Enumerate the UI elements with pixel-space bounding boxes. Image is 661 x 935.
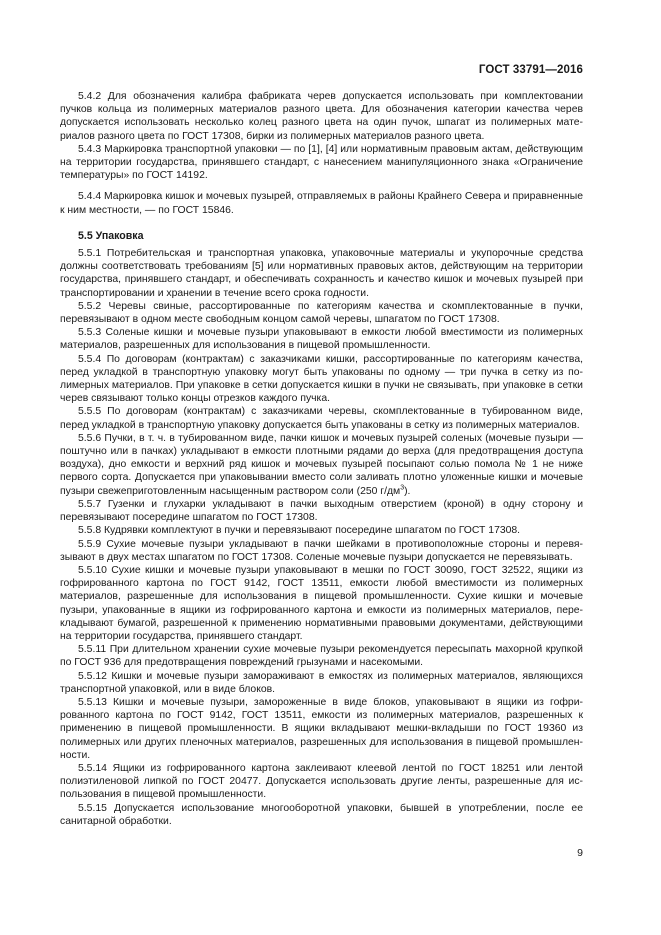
paragraph-5-5-6-text: 5.5.6 Пучки, в т. ч. в тубированном виде, пачки кишок и мочевых пузырей соленых (мочевые пузыри — поштучно или в пачках) укладывают в емкости плотными рядами до верха (для предотвращения доступа воздуха), дно емкости и верхний ряд кишок и мочевых пузырей посыпают солью помола № 1 не ниже первого сорта. Допускается при упаковывании вместо соли заливать плотно уложенные кишки и мочевые пузыри свежеприготовленным насыщенным раствором соли (250 г/дм [60, 432, 583, 497]
paragraph-5-5-15: 5.5.15 Допускается использование многооборотной упаковки, бывшей в употреблении, после ее санитарной обработки. [60, 802, 583, 827]
paragraph-5-5-4: 5.5.4 По договорам (контрактам) с заказчиками кишки, рассортированные по категориям качества, перед укладкой в транспортную упаковку могут быть упакованы по одному — три пучка в сетку из полимерных материалов. При упаковке в сетки допускается кишки в пучки не связывать, при упаковке в сетки черев связывают только концы отрезков каждого пучка. [60, 353, 583, 405]
paragraph-5-5-3: 5.5.3 Соленые кишки и мочевые пузыри упаковывают в емкости любой вместимости из полимерных материалов, разрешенных для использования в пищевой промышленности. [60, 327, 583, 352]
paragraph-5-5-7: 5.5.7 Гузенки и глухарки укладывают в пачки выходным отверстием (кроной) в одну сторону и перевязывают посередине шпагатом по ГОСТ 17308. [60, 498, 583, 524]
paragraph-5-4-2: 5.4.2 Для обозначения калибра фабриката черев допускается использовать при комплектовании пучков кольца из полимерных материалов разного цвета. Для обозначения категории качества черев допускается использовать несколько колец разного цвета на один пучок, шпагат из полимерных материалов разного цвета по ГОСТ 17308, бирки из полимерных материалов разного цвета. [60, 91, 583, 142]
paragraph-5-5-6 [60, 432, 583, 498]
paragraph-5-5-9: 5.5.9 Сухие мочевые пузыри укладывают в пачки шейками в противоположные стороны и перевязывают в двух местах шпагатом по ГОСТ 17308. Соленые мочевые пузыри допускается не перевязывать. [60, 538, 583, 563]
paragraph-5-5-10: 5.5.10 Сухие кишки и мочевые пузыри упаковывают в мешки по ГОСТ 30090, ГОСТ 32522, ящики из гофрированного картона по ГОСТ 9142, ГОСТ 13511, емкости любой вместимости из полимерных материалов, разрешенные для использования в пищевой промышленности. Сухие кишки и мочевые пузыри, упакованные в ящики из гофрированного картона и емкости из полимерных материалов, перекладывают бумагой, разрешенной к применению нормативными правовыми документами, действующими на территории государства, принявшего стандарт. [60, 564, 583, 642]
paragraph-5-5-6-tail: ). [404, 485, 411, 497]
paragraph-5-5-2: 5.5.2 Черевы свиные, рассортированные по категориям качества и скомплектованные в пучки, перевязывают в одном месте свободным концом самой черевы, шпагатом по ГОСТ 17308. [60, 300, 583, 326]
paragraph-5-4-4: 5.4.4 Маркировка кишок и мочевых пузырей, отправляемых в районы Крайнего Севера и приравненные к ним местности, — по ГОСТ 15846. [60, 191, 583, 216]
paragraph-5-5-11: 5.5.11 При длительном хранении сухие мочевые пузыри рекомендуется пересыпать махорной крупкой по ГОСТ 936 для предотвращения повреждений грызунами и насекомыми. [60, 644, 583, 669]
paragraph-5-5-5: 5.5.5 По договорам (контрактам) с заказчиками черевы, скомплектованные в тубированном виде, перед укладкой в транспортную упаковку допускается быть упакованы в сетку из полимерных материалов. [60, 406, 583, 431]
paragraph-5-5-14: 5.5.14 Ящики из гофрированного картона заклеивают клеевой лентой по ГОСТ 18251 или лентой полиэтиленовой липкой по ГОСТ 20477. Допускается использовать другие ленты, разрешенные для использования в пищевой промышленности. [60, 762, 583, 801]
paragraph-5-5-1: 5.5.1 Потребительская и транспортная упаковка, упаковочные материалы и укупорочные средства должны соответствовать требованиям [5] или нормативных правовых актов, действующим на территории государства, принявшего стандарт, и обеспечивать сохранность и качество кишок и мочевых пузырей при транспортировании и хранении в течение всего срока годности. [60, 248, 583, 299]
page-number: 9 [577, 847, 583, 859]
paragraph-5-5-12: 5.5.12 Кишки и мочевые пузыри замораживают в емкостях из полимерных материалов, являющихся транспортной упаковкой, или в виде блоков. [60, 670, 583, 695]
paragraph-5-5-13: 5.5.13 Кишки и мочевые пузыри, замороженные в виде блоков, упаковывают в ящики из гофрированного картона по ГОСТ 9142, ГОСТ 13511, емкости из полимерных материалов, разрешенных к применению в пищевой промышленности. В ящики вкладывают мешки-вкладыши по ГОСТ 19360 из полимерных или других пленочных материалов, разрешенных для использования в пищевой промышленности. [60, 696, 583, 761]
paragraph-5-5-8: 5.5.8 Кудрявки комплектуют в пучки и перевязывают посередине шпагатом по ГОСТ 17308. [78, 525, 521, 537]
paragraph-5-4-3: 5.4.3 Маркировка транспортной упаковки — по [1], [4] или нормативным правовым актам, действующим на территории государства, принявшего стандарт, с нанесением манипуляционного знака «Ограничение температуры» по ГОСТ 14192. [60, 143, 583, 182]
document-code: ГОСТ 33791—2016 [478, 64, 583, 76]
section-heading: 5.5 Упаковка [78, 229, 144, 242]
page-body [60, 90, 583, 828]
superscript-cube: 3 [400, 484, 405, 492]
